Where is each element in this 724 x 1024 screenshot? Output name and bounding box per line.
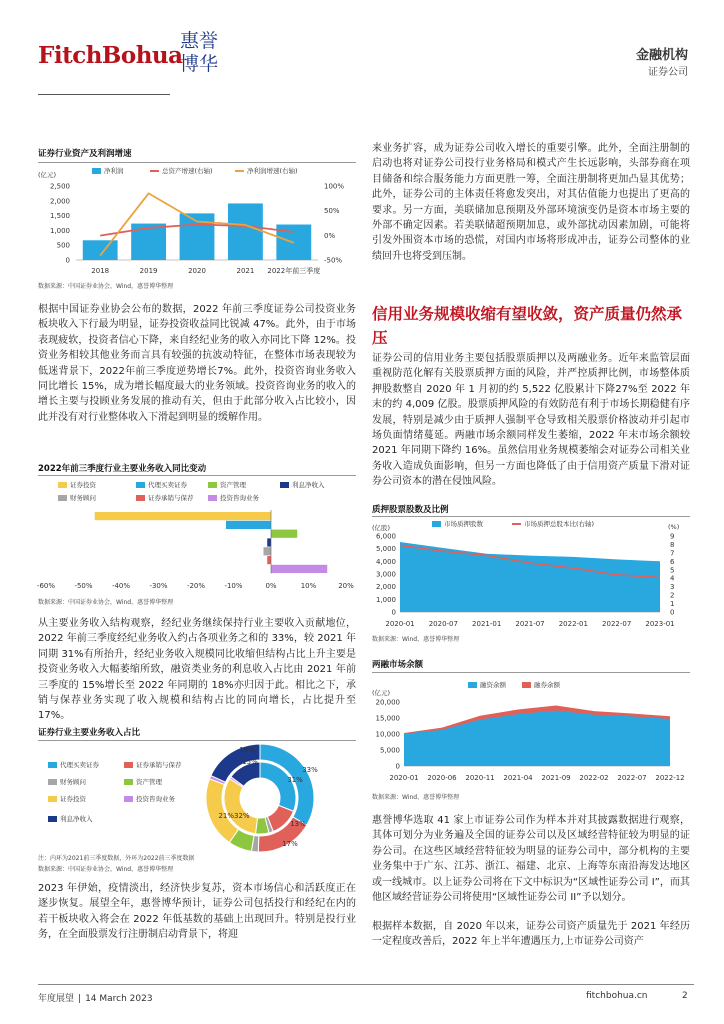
chart4-legend-ratio: 市场质押总股本比(右轴)	[512, 519, 594, 528]
chart1-bar	[180, 213, 215, 260]
chart2-x-label: 10%	[300, 582, 317, 590]
chart2-x-label: 20%	[338, 582, 354, 590]
chart2-x-label: 0%	[265, 582, 277, 590]
chart3-note: 注：内环为2021前三季度数据，外环为2022前三季度数据	[38, 855, 195, 862]
chart4-x-label: 2022-01	[558, 620, 588, 628]
chart1-source: 数据来源：中国证券业协会，Wind，惠誉博华整理	[38, 283, 174, 290]
chart4-right-tick: 8	[670, 540, 675, 549]
chart4-left-tick: 3,000	[375, 570, 396, 579]
chart5-legend-margin: 融资余额	[468, 680, 506, 689]
chart3-svg	[198, 742, 328, 854]
chart1-legend-profit-growth: 净利润增速(右轴)	[235, 166, 298, 175]
chart2-legend-item: 资产管理	[208, 480, 246, 489]
footer-report-type: 年度展望 | 14 March 2023	[38, 994, 153, 1004]
chart2-divider	[38, 475, 356, 476]
paragraph-investment-income: 根据中国证券业协会公布的数据，2022 年前三季度证券公司投资业务板块收入下行最为明显，证券投资收益同比锐减 47%。此外，由于市场表现疲软，投资者信心下降，来自经纪业务的收入亦同比下降 12%。投资业务相较其他业务而言具有较强的抗波动特征，在整体市场表现较为低迷背景下，2022年前三季度逆势增长7%。此外，投资咨询业务收入同比增长 15%，成为增长幅度最大的业务领域。投资咨询业务的收入的增长主要与投顾业务发展的推动有关，但由于此部分收入占比较小，因此并没有对行业整体收入下滑起到明显的缓解作用。	[38, 304, 356, 423]
chart3-source: 数据来源：中国证券业协会，Wind，惠誉博华整理	[38, 866, 174, 873]
chart1-divider	[38, 162, 356, 163]
chart5-title: 两融市场余额	[372, 660, 424, 670]
chart1-left-tick: 2,000	[49, 197, 70, 206]
chart2-x-label: -50%	[74, 582, 93, 590]
section-title: 金融机构	[635, 48, 688, 63]
paragraph-revenue-structure: 从主要业务收入结构观察，经纪业务继续保持行业主要收入贡献地位，2022 年前三季度经纪业务收入约占各项业务之和的 33%，较 2021 年同期 31%有所抬升，经纪业务收入规模同比收缩但结构占比上升主要是投资业务收入大幅萎缩所致，融资类业务的利息收入占比由 2021 年前三季度的 15%增长至 2022 年同期的 18%亦归因于此。相比之下，承销与保荐业务实现了收入规模和结构占比的同向增长，占比提升至 17%。	[38, 618, 356, 722]
chart4-left-tick: 5,000	[375, 545, 396, 554]
paragraph-registration-system: 来业务扩容，成为证券公司收入增长的重要引擎。此外，全面注册制的启动也将对证券公司投行业务格局和模式产生长远影响，头部券商在项目储备和综合服务能力方面更胜一筹，全面注册制将更加凸显其优势；此外，证券公司的主体责任将愈发突出，对其估值能力也提出了更高的要求。另一方面，美联储加息预期及外部环境演变仍是资本市场主要的外部不确定因素。若美联储超预期加息，或外部扰动因素加剧，可能将引发外围资本市场的恐慌，对国内市场将形成冲击，证券公司整体的业绩回升也将受到压制。	[372, 143, 690, 262]
chart4-svg	[370, 532, 690, 630]
chart1-left-tick: 500	[56, 241, 70, 250]
chart4-right-tick: 4	[670, 574, 675, 583]
chart4-x-label: 2023-01	[645, 620, 675, 628]
chart2-x-label: -40%	[111, 582, 131, 590]
chart4-right-tick: 3	[670, 583, 675, 592]
chart3-legend-item: 投资咨询业务	[124, 794, 175, 803]
chart2-bar	[264, 547, 272, 555]
chart2-legend-item: 利息净收入	[280, 480, 325, 489]
chart3-data-label: 17%	[282, 840, 298, 848]
chart1-right-tick: -50%	[324, 256, 343, 265]
chart1-legend-profit: 净利润	[92, 166, 124, 175]
chart2-x-label: -30%	[149, 582, 168, 590]
chart1-right-tick: 50%	[324, 207, 340, 216]
chart3-data-label: 18%	[239, 746, 255, 754]
paragraph-sample-description: 惠誉博华选取 41 家上市证券公司作为样本并对其披露数据进行观察，其体可划分为业务遍及全国的证券公司以及区域经营特征较为明显的证券公司。在这些区域经营特征较为明显的证券公司中，部分机构的主要业务集中于广东、江苏、浙江、福建、北京、上海等东南沿海发达地区或一线城市。以上证券公司将在下文中标识为“区域性证券公司 I”，而其他区域经营证券公司将使用“区域性证券公司 II”予以划分。	[372, 815, 690, 904]
chart1-x-label: 2019	[139, 267, 158, 275]
chart3-data-label: 33%	[302, 766, 318, 774]
chart3-legend-item: 资产管理	[124, 777, 162, 786]
chart3-data-label: 21%32%	[218, 812, 250, 820]
paragraph-asset-quality: 根据样本数据，自 2020 年以来，证券公司资产质量先于 2021 年经历一定程度改善后，2022 年上半年遭遇压力,上市证券公司资产	[372, 921, 690, 948]
chart5-left-tick: 15,000	[375, 714, 400, 723]
chart4-x-label: 2021-01	[472, 620, 502, 628]
chart2-bar	[226, 521, 271, 529]
chart1-bar	[83, 240, 118, 260]
chart3-legend-item: 证券投资	[48, 794, 86, 803]
chart2-svg	[36, 510, 358, 590]
chart2-legend-item: 投资咨询业务	[208, 493, 259, 502]
chart2-legend-item: 证券承销与保荐	[136, 493, 194, 502]
chart1-left-tick: 0	[65, 256, 70, 265]
chart1-left-tick: 1,500	[49, 212, 70, 221]
chart3-divider	[38, 740, 356, 741]
chart4-x-label: 2022-07	[602, 620, 632, 628]
chart2-legend-item: 代理买卖证券	[136, 480, 187, 489]
chart1-x-label: 2022年前三季度	[267, 267, 321, 275]
chart5-x-label: 2022-07	[617, 774, 647, 782]
chart3-data-label: 13%	[290, 820, 306, 828]
chart5-legend-short: 融券余额	[522, 680, 560, 689]
logo-fitchbohua: FitchBohua	[38, 42, 183, 69]
chart2-bar	[271, 530, 297, 538]
chart4-unit-right: (%)	[668, 523, 680, 531]
chart1-right-tick: 0%	[324, 231, 336, 240]
page-number: 2	[682, 991, 688, 1001]
chart5-x-label: 2020-11	[465, 774, 495, 782]
chart3-legend	[48, 760, 198, 830]
chart2-bar	[267, 556, 271, 564]
chart5-svg	[370, 696, 690, 786]
chart5-unit: (亿元)	[372, 689, 391, 697]
chart1-x-label: 2021	[236, 267, 255, 275]
chart1-left-tick: 1,000	[49, 226, 70, 235]
chart2-x-label: -20%	[186, 582, 206, 590]
chart3-legend-item: 财务顾问	[48, 777, 86, 786]
chart5-x-label: 2020-06	[427, 774, 457, 782]
chart3-legend-item: 证券承销与保荐	[124, 760, 182, 769]
section-heading-credit-business: 信用业务规模收缩有望收敛，资产质量仍然承压	[372, 305, 683, 347]
chart4-left-tick: 6,000	[375, 532, 396, 541]
chart2-legend-item: 证券投资	[58, 480, 96, 489]
chart2-bar	[267, 538, 271, 546]
chart4-title: 质押股票股数及比例	[372, 505, 449, 515]
chart4-divider	[372, 516, 690, 517]
chart5-x-label: 2021-09	[541, 774, 571, 782]
chart1-unit: (亿元)	[38, 171, 57, 179]
logo-chinese: 惠誉博华	[180, 30, 219, 75]
footer-divider	[38, 984, 694, 985]
footer-date: 14 March 2023	[85, 994, 153, 1004]
chart2-bar	[95, 512, 271, 520]
chart4-x-label: 2020-07	[428, 620, 458, 628]
chart2-x-label: -60%	[36, 582, 56, 590]
chart1-right-tick: 100%	[324, 182, 345, 191]
chart4-right-tick: 5	[670, 566, 675, 575]
chart5-x-label: 2020-01	[389, 774, 419, 782]
chart4-right-tick: 7	[670, 549, 675, 558]
chart4-x-label: 2020-01	[385, 620, 415, 628]
chart1-legend-asset-growth: 总资产增速(右轴)	[150, 166, 213, 175]
chart4-unit: (亿股)	[372, 524, 391, 532]
chart4-left-tick: 4,000	[375, 557, 396, 566]
chart1-x-label: 2018	[91, 267, 110, 275]
chart1-left-tick: 2,500	[49, 182, 70, 191]
chart4-source: 数据来源：Wind，惠誉博华整理	[372, 636, 460, 643]
chart3-legend-item: 利息净收入	[48, 814, 93, 823]
chart5-divider	[372, 672, 690, 673]
chart4-legend-shares: 市场质押股数	[432, 519, 483, 528]
chart5-area-margin	[404, 711, 670, 766]
footer-website[interactable]: fitchbohua.cn	[586, 991, 648, 1001]
chart5-x-label: 2021-04	[503, 774, 533, 782]
subsection-title: 证券公司	[648, 67, 688, 78]
chart4-right-tick: 2	[670, 591, 675, 600]
paragraph-credit-business: 证券公司的信用业务主要包括股票质押以及两融业务。近年来监管层面重视防范化解有关股票质押方面的风险，并严控质押比例，市场整体质押股数整自 2020 年 1 月初的约 5,522 亿股累计下降27%至 2022 年末的约 4,009 亿股。股票质押风险的有效防范有利于市场长期稳健有序发展，特别是减少由于质押人强制平仓导致相关股票价格波动并引起市场负面情绪蔓延。两融市场余额同样发生萎缩，2022 年末市场余额较 2021 年同期下降约 16%。虽然信用业务规模萎缩会对证券公司相关业务收入造成负面影响，但另一方面也降低了由于信用资产质量下滑对证券公司资本的潜在侵蚀风险。	[372, 353, 690, 488]
paragraph-outlook: 2023 年伊始，疫情淡出，经济快步复苏，资本市场信心和活跃度正在逐步恢复。展望全年，惠誉博华预计，证券公司包括投行和经纪在内的若干板块收入将会在 2022 年低基数的基础上出现回升。特别是投行业务，在全面股票发行注册制启动背景下，将迎	[38, 883, 356, 941]
chart2-legend-item: 财务顾问	[58, 493, 96, 502]
header-divider	[38, 94, 170, 95]
chart2-legend	[58, 480, 348, 510]
chart5-source: 数据来源：Wind，惠誉博华整理	[372, 794, 460, 801]
chart5-x-label: 2022-12	[655, 774, 685, 782]
chart4-left-tick: 0	[391, 608, 396, 617]
chart4-left-tick: 2,000	[375, 583, 396, 592]
chart3-title: 证券行业主要业务收入占比	[38, 728, 141, 738]
chart1-bar	[228, 203, 263, 260]
chart2-x-label: -10%	[224, 582, 243, 590]
chart1-x-label: 2020	[188, 267, 206, 275]
chart2-bar	[271, 565, 327, 573]
chart4-x-label: 2021-07	[515, 620, 545, 628]
chart3-data-label: 31%	[287, 776, 303, 784]
chart2-title: 2022年前三季度行业主要业务收入同比变动	[38, 464, 207, 474]
chart5-left-tick: 0	[395, 762, 400, 771]
chart4-left-tick: 1,000	[375, 595, 396, 604]
chart1-svg	[36, 178, 358, 280]
chart5-x-label: 2022-02	[579, 774, 609, 782]
chart4-right-tick: 9	[670, 532, 675, 541]
chart5-left-tick: 5,000	[379, 746, 400, 755]
chart3-legend-item: 代理买卖证券	[48, 760, 99, 769]
chart3-data-label: 15%	[242, 758, 258, 766]
chart5-left-tick: 20,000	[375, 698, 400, 707]
chart4-right-tick: 0	[670, 608, 675, 617]
chart4-right-tick: 1	[670, 600, 675, 609]
chart5-left-tick: 10,000	[375, 730, 400, 739]
chart1-title: 证券行业资产及利润增速	[38, 149, 132, 159]
chart2-source: 数据来源：中国证券业协会，Wind，惠誉博华整理	[38, 599, 174, 606]
chart4-right-tick: 6	[670, 557, 675, 566]
chart4-area-shares	[400, 542, 660, 612]
